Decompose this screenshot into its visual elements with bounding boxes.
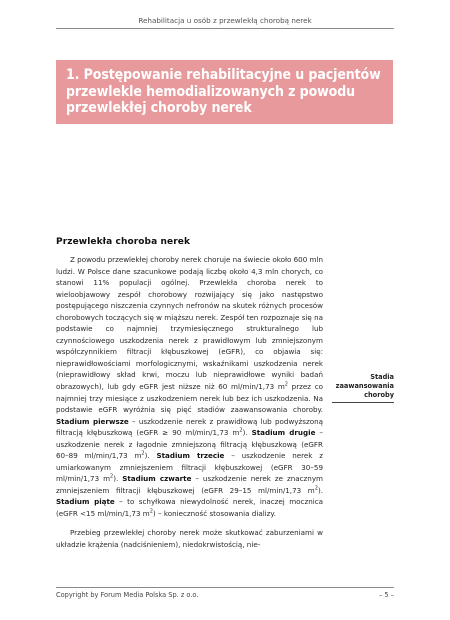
paragraph-text: ). [113,474,123,484]
paragraph-text: ) – konieczność stosowania dializy. [152,509,276,519]
paragraph-text: ). [242,428,252,438]
paragraph-text: Z powodu przewlekłej choroby nerek choruje na świecie około 600 mln ludzi. W Polsce dane szacunkowe podają liczbę około 4,3 mln chorych, co stanowi 11% populacji ogólnej. Przewlekła choroba nerek to wieloobjawowy zespół chorobowy rozwijający się jako następstwo postępującego niszczenia czynnych nefronów na skutek różnych procesów chorobowych toczących się w miąższu nerek. Zespół ten rozpoznaje się na podstawie co najmniej trzymiesięcznego strukturalnego lub czynnościowego uszkodzenia nerek z prawidłowym lub zmniejszonym współczynnikiem filtracji kłębuszkowej (eGFR), co objawia się: nieprawidłowościami morfologicznymi, wskaźnikami uszkodzenia nerek (nieprawidłowy skład krwi, moczu lub nieprawidłowe wyniki badań obrazowych), lub gdy eGFR jest niższe niż 60 ml/min/1,73 m [56,255,323,392]
stage-5-text: – to schyłkowa niewydolność nerek, inaczej mocznica (eGFR <15 ml/min/1,73 m [56,497,324,519]
body-paragraph-1 [56,254,323,520]
stage-2-label: Stadium drugie [251,428,316,438]
superscript: 2 [284,381,288,388]
chapter-banner [56,60,393,124]
section-heading: Przewlekła choroba nerek [56,237,191,247]
footer-copyright: Copyright by Forum Media Polska Sp. z o.o. [56,591,199,599]
stage-5-label: Stadium piąte [56,497,115,507]
footer-divider [56,587,394,588]
superscript: 2 [149,508,153,515]
chapter-title: 1. Postępowanie rehabilitacyjne u pacjentów przewlekle hemodializowanych z powodu przewlekłej choroby nerek [66,67,381,116]
paragraph-text: Przebieg przewlekłej choroby nerek może skutkować zaburzeniami w układzie krążenia (nadciśnieniem), niedokrwistością, nie- [56,528,323,549]
superscript: 2 [239,427,243,434]
page-number: – 5 – [379,591,394,599]
paragraph-text: ). [317,485,323,495]
stage-3-label: Stadium trzecie [156,451,225,461]
superscript: 2 [141,450,145,457]
stage-4-text: – uszkodzenie nerek ze znacznym zmniejszeniem filtracji kłębuszkowej (eGFR 29–15 ml/min/1,73 m [56,474,324,495]
stage-3-text: – uszkodzenie nerek z umiarkowanym zmniejszeniem filtracji kłębuszkowej (eGFR 30–59 ml/min/1,73 m [56,451,323,484]
body-paragraph-2 [56,527,323,550]
stage-1-text: – uszkodzenie nerek z prawidłową lub podwyższoną filtracją kłębuszkową (eGFR ≥ 90 ml/min/1,73 m [56,416,323,438]
superscript: 2 [110,474,114,481]
margin-note: Stadia zaawansowania choroby [332,373,394,403]
paragraph-text: przez co najmniej trzy miesiące z uszkodzeniem nerek lub bez ich uszkodzenia. Na podstawie eGFR wyróżnia się pięć stadiów zaawansowania choroby. [56,382,323,415]
superscript: 2 [314,485,318,492]
paragraph-text: ). [144,451,157,461]
stage-2-text: – uszkodzenie nerek z łagodnie zmniejszoną filtracją kłębuszkową (eGFR 60–89 ml/min/1,73 m [56,428,323,461]
stage-1-label: Stadium pierwsze [56,416,129,426]
running-header: Rehabilitacja u osób z przewlekłą chorobą nerek [56,16,394,29]
stage-4-label: Stadium czwarte [122,474,192,484]
